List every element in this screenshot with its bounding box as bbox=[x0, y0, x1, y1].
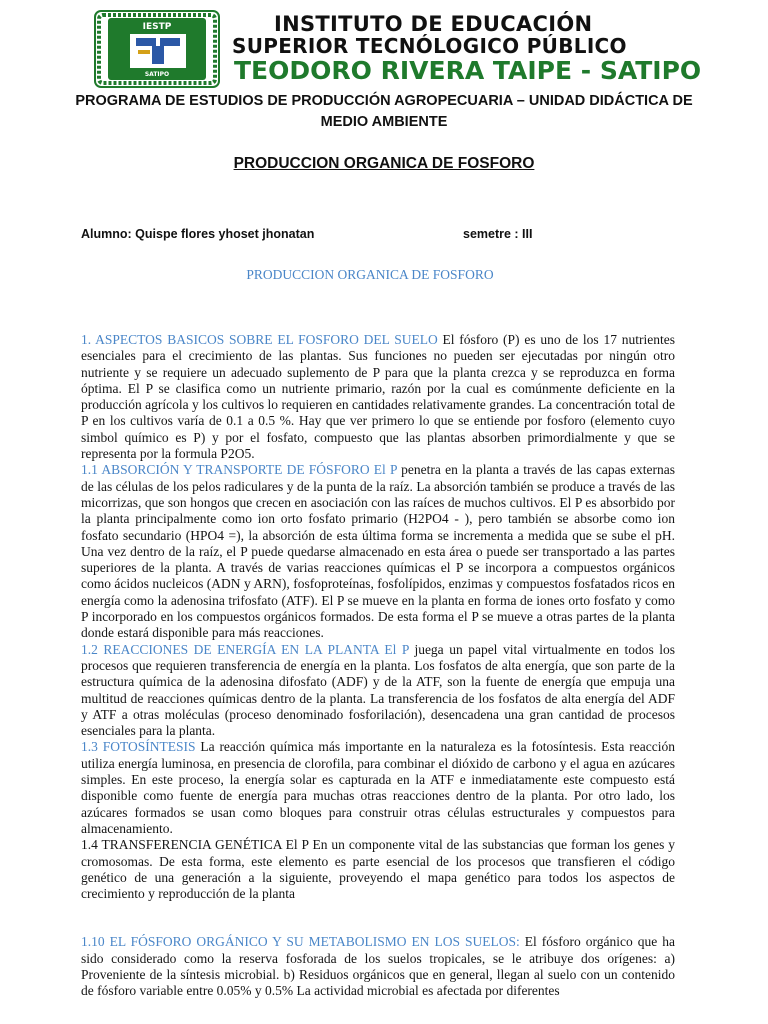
semester: semetre : III bbox=[463, 227, 533, 241]
paragraph bbox=[81, 332, 675, 462]
institution-line-1: INSTITUTO DE EDUCACIÓN bbox=[274, 12, 593, 36]
section-heading: 1.1 ABSORCIÓN Y TRANSPORTE DE FÓSFORO El P bbox=[81, 462, 397, 478]
logo-text-bottom: SATIPO bbox=[144, 71, 170, 78]
program-title: PROGRAMA DE ESTUDIOS DE PRODUCCIÓN AGROPECUARIA – UNIDAD DIDÁCTICA DE MEDIO AMBIENTE bbox=[75, 93, 693, 130]
paragraph bbox=[81, 837, 675, 902]
section-text: El fósforo (P) es uno de los 17 nutrientes esenciales para el crecimiento de las plantas. Sus funciones no pueden ser ejecutadas por ningún otro nutriente y se requiere un adecuado suplemento de P para que la planta crezca y se reproduzca en forma óptima. El P se clasifica como un nutriente primario, razón por la cual es comúnmente deficiente en la producción agrícola y los cultivos lo requieren en cantidades relativamente grandes. La concentración total de P en los cultivos varía de 0.1 a 0.5 %. Hay que ver primero lo que se entiende por fosforo (elemento cuyo simbol químico es P) y por el fosfato, compuesto que las plantas absorben primordialmente y que se representa por la formula P2O5. bbox=[81, 332, 675, 462]
section-heading: 1.3 FOTOSÍNTESIS bbox=[81, 739, 196, 755]
section-text: El fósforo orgánico que ha sido considerado como la reserva fosforada de los suelos tropicales, se le atribuye dos orígenes: a) Proveniente de la síntesis microbial. b) Residuos orgánicos que en general, llegan al suelo con un contenido de fósforo variable entre 0.05% y 0.5% La actividad microbial es afectada por diferentes bbox=[81, 934, 675, 999]
main-title: PRODUCCION ORGANICA DE FOSFORO bbox=[233, 155, 535, 172]
institution-line-3: TEODORO RIVERA TAIPE - SATIPO bbox=[234, 56, 702, 85]
paragraph bbox=[81, 462, 675, 641]
paragraph bbox=[81, 934, 675, 999]
paragraph bbox=[81, 642, 675, 740]
paragraph-gap bbox=[81, 902, 675, 934]
section-text: juega un papel vital virtualmente en todos los procesos que requieren transferencia de energía en la planta. Los fosfatos de alta energía, que son parte de la estructura química de la adenosina difosfato (ADF) y de la ATF, son la fuente de energía que empuja una multitud de reacciones químicas dentro de la planta. La transferencia de los fosfatos de alta energía del ADF y ATF a otras moléculas (proceso denominado fosforilación), desencadena una gran cantidad de procesos esenciales para la planta. bbox=[81, 641, 675, 739]
student-name: Alumno: Quispe flores yhoset jhonatan bbox=[81, 227, 315, 241]
section-text: 1.4 TRANSFERENCIA GENÉTICA El P En un componente vital de las substancias que forman los genes y cromosomas. De esta forma, este elemento es parte esencial de los procesos que transfieren el código genético de una generación a la siguiente, proveyendo el mapa genético para todos los aspectos de crecimiento y reproducción de la planta bbox=[81, 837, 675, 902]
section-subtitle: PRODUCCION ORGANICA DE FOSFORO bbox=[246, 267, 494, 282]
section-text: penetra en la planta a través de las capas externas de las células de los pelos radiculares y de la punta de la raíz. La absorción también se produce a través de las micorrizas, que son hongos que crecen en asociación con las raíces de muchos cultivos. El P es absorbido por la planta principalmente como ion orto fosfato primario (H2PO4 - ), pero también se absorbe como ion fosfato secundario (HPO4 =), la absorción de esta última forma se incrementa a medida que se sube el pH. Una vez dentro de la raíz, el P puede quedarse almacenado en esta área o puede ser transportado a las partes superiores de la planta. A través de varias reacciones químicas el P se incorpora a compuestos orgánicos como ácidos nucleicos (ADN y ARN), fosfoproteínas, fosfolípidos, enzimas y compuestos fosfatados ricos en energía como la adenosina trifosfato (ATF). El P se mueve en la planta en forma de iones orto fosfato y como P incorporado en los compuestos orgánicos formados. De esta forma el P se mueve a otras partes de la planta donde estará disponible para más reacciones. bbox=[81, 462, 675, 641]
paragraph bbox=[81, 739, 675, 837]
section-heading: 1. ASPECTOS BASICOS SOBRE EL FOSFORO DEL SUELO bbox=[81, 332, 438, 347]
institution-line-2: SUPERIOR TECNÓLOGICO PÚBLICO bbox=[232, 34, 627, 58]
logo-text-top: IESTP bbox=[142, 22, 172, 32]
section-heading: 1.2 REACCIONES DE ENERGÍA EN LA PLANTA El P bbox=[81, 641, 409, 657]
section-text: La reacción química más importante en la naturaleza es la fotosíntesis. Esta reacción utiliza energía luminosa, en presencia de clorofila, para combinar el dióxido de carbono y el agua en azúcares simples. En este proceso, la energía solar es capturada en la ATF e inmediatamente este compuesto está disponible como fuente de energía para muchas otras reacciones dentro de la planta. Por otro lado, los azúcares formados se usan como bloques para construir otras células estructurales y compuestos para almacenamiento. bbox=[81, 739, 675, 836]
document-body bbox=[81, 332, 675, 1000]
institution-header bbox=[94, 10, 702, 88]
section-heading: 1.10 EL FÓSFORO ORGÁNICO Y SU METABOLISMO EN LOS SUELOS: bbox=[81, 934, 520, 950]
institution-logo bbox=[94, 10, 220, 88]
